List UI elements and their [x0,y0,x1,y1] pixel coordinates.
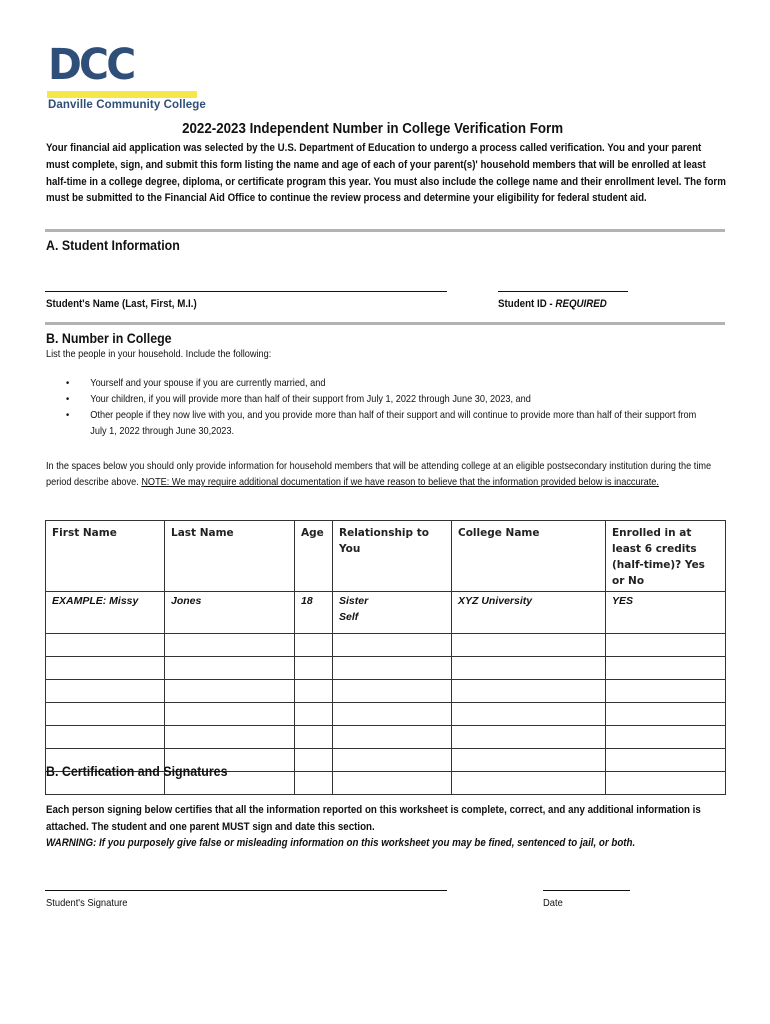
table-cell[interactable] [295,749,333,772]
column-header-college-name: College Name [452,521,606,592]
list-item: • Other people if they now live with you, and you provide more than half of their support and will continue to provide more than half of their support from July 1, 2022 through June 30,2023. [66,408,714,440]
section-b-title: B. Number in College [46,331,172,346]
table-cell[interactable] [452,634,606,657]
section-b-paragraph [46,459,712,491]
table-cell[interactable] [46,680,165,703]
example-enrolled: YES [606,592,726,634]
student-id-label [498,298,607,310]
certification-title: B. Certification and Signatures [46,764,228,779]
student-signature-line[interactable] [45,890,447,891]
table-cell[interactable] [333,634,452,657]
example-relationship-line2: Self [339,611,359,623]
table-cell[interactable] [606,657,726,680]
table-cell[interactable] [165,726,295,749]
table-cell[interactable] [165,634,295,657]
table-cell[interactable] [333,772,452,795]
example-row [46,592,726,634]
certification-statement: Each person signing below certifies that all the information reported on this worksheet is complete, correct, and any additional information is attached. The student and one parent MUST sign and date this section. [46,804,701,833]
table-header-row [46,521,726,592]
college-name: Danville Community College [48,99,206,111]
example-last-name: Jones [165,592,295,634]
table-row[interactable] [46,680,726,703]
household-table [45,520,726,795]
section-b-intro: List the people in your household. Include the following: [46,349,272,360]
column-header-last-name: Last Name [165,521,295,592]
paragraph-text: In the spaces below you should only provide information for household members that will be attending college at an eligible postsecondary institution during the time period describe above. [46,461,712,488]
table-cell[interactable] [606,634,726,657]
table-cell[interactable] [606,749,726,772]
section-a-title: A. Student Information [46,238,180,253]
table-cell[interactable] [452,680,606,703]
form-title: 2022-2023 Independent Number in College Verification Form [182,121,564,137]
example-relationship-line1: Sister [339,595,369,607]
date-line[interactable] [543,890,630,891]
example-age: 18 [295,592,333,634]
student-id-line[interactable] [498,291,628,292]
example-college: XYZ University [452,592,606,634]
section-divider [45,322,725,325]
table-row[interactable] [46,657,726,680]
student-name-label: Student's Name (Last, First, M.I.) [46,298,197,310]
section-divider [45,229,725,232]
table-cell[interactable] [606,726,726,749]
certification-text [46,802,727,852]
table-cell[interactable] [333,703,452,726]
table-cell[interactable] [606,680,726,703]
table-cell[interactable] [46,634,165,657]
college-logo-letters: DCC [48,40,134,90]
certification-warning: WARNING: If you purposely give false or misleading information on this worksheet you may be fined, sentenced to jail, or both. [46,837,636,849]
student-signature-label: Student's Signature [46,898,128,909]
column-header-enrolled: Enrolled in at least 6 credits (half-time)? Yes or No [606,521,726,592]
table-cell[interactable] [452,657,606,680]
table-cell[interactable] [333,657,452,680]
household-criteria-list [66,376,714,440]
table-cell[interactable] [606,772,726,795]
table-cell[interactable] [295,680,333,703]
list-item: • Your children, if you will provide more than half of their support from July 1, 2022 through June 30, 2023, and [66,392,714,408]
table-cell[interactable] [46,726,165,749]
table-cell[interactable] [46,657,165,680]
column-header-age: Age [295,521,333,592]
table-cell[interactable] [295,657,333,680]
student-id-label-text: Student ID - [498,298,556,310]
table-cell[interactable] [333,726,452,749]
table-cell[interactable] [295,772,333,795]
date-label: Date [543,898,563,909]
table-cell[interactable] [333,680,452,703]
example-first-name: EXAMPLE: Missy [46,592,165,634]
table-cell[interactable] [295,726,333,749]
student-name-line[interactable] [45,291,447,292]
logo-accent-bar [47,91,197,98]
table-cell[interactable] [452,726,606,749]
list-item: • Yourself and your spouse if you are currently married, and [66,376,714,392]
table-cell[interactable] [333,749,452,772]
column-header-relationship: Relationship to You [333,521,452,592]
table-cell[interactable] [165,703,295,726]
table-cell[interactable] [165,680,295,703]
table-cell[interactable] [452,703,606,726]
example-relationship [333,592,452,634]
documentation-note: NOTE: We may require additional documentation if we have reason to believe that the information provided below is inaccurate. [141,477,659,488]
column-header-first-name: First Name [46,521,165,592]
table-row[interactable] [46,634,726,657]
table-cell[interactable] [165,657,295,680]
table-row[interactable] [46,726,726,749]
table-cell[interactable] [452,772,606,795]
table-cell[interactable] [606,703,726,726]
form-intro: Your financial aid application was selected by the U.S. Department of Education to undergo a process called verification. You and your parent must complete, sign, and submit this form listing the name and age of each of your parent(s)' household members that will be enrolled at least half-time in a college degree, diploma, or certificate program this year. You must also include the college name and their enrollment level. The form must be submitted to the Financial Aid Office to continue the review process and determine your eligibility for federal student aid. [46,142,726,205]
table-row[interactable] [46,703,726,726]
table-cell[interactable] [452,749,606,772]
table-cell[interactable] [46,703,165,726]
table-cell[interactable] [295,703,333,726]
student-id-required: REQUIRED [555,298,607,310]
table-cell[interactable] [295,634,333,657]
